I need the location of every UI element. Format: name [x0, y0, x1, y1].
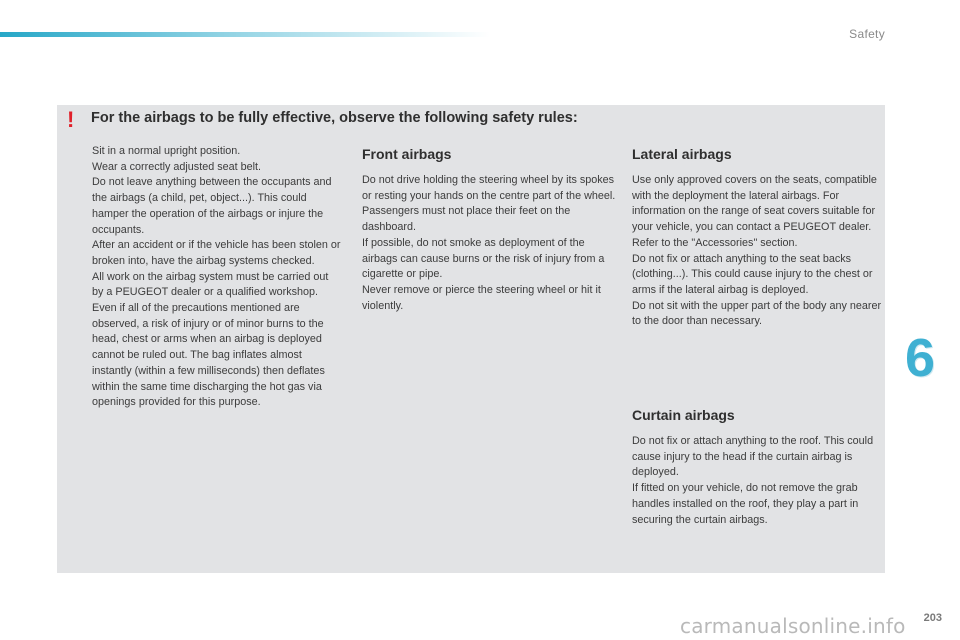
rule-line: Never remove or pierce the steering wheel or hit it violently. — [362, 283, 601, 312]
rule-line: Do not leave anything between the occupants and the airbags (a child, pet, object...). This could hamper the operation of the airbags or injure the occupants. — [92, 176, 332, 236]
header-accent-bar — [0, 32, 490, 37]
rule-line: If fitted on your vehicle, do not remove the grab handles installed on the roof, they play a part in securing the curtain airbags. — [632, 482, 859, 526]
rule-line: All work on the airbag system must be carried out by a PEUGEOT dealer or a qualified workshop. — [92, 270, 329, 299]
general-rules — [92, 144, 342, 411]
rule-line: Do not fix or attach anything to the seat backs (clothing...). This could cause injury to the chest or arms if the lateral airbag is deployed. — [632, 252, 873, 296]
rule-line: Even if all of the precautions mentioned are observed, a risk of injury or of minor burns to the head, chest or arms when an airbag is deployed cannot be ruled out. The bag inflates almost instantly (within a few milliseconds) then deflates within the same time discharging the hot gas via openings provided for this purpose. — [92, 302, 325, 409]
rule-line: Passengers must not place their feet on the dashboard. — [362, 205, 571, 234]
lateral-airbags-title: Lateral airbags — [632, 146, 732, 162]
front-airbags-title: Front airbags — [362, 146, 452, 162]
section-title: Safety — [849, 27, 885, 41]
front-airbags-section — [362, 145, 617, 314]
rule-line: Sit in a normal upright position. — [92, 145, 241, 157]
chapter-number: 6 — [905, 328, 936, 388]
rule-line: Do not sit with the upper part of the body any nearer to the door than necessary. — [632, 299, 882, 328]
page-number: 203 — [923, 612, 942, 624]
rule-line: Use only approved covers on the seats, compatible with the deployment the lateral airbags. For information on the range of seat covers suitable for your vehicle, you can contact a PEUGEOT dealer. — [632, 174, 877, 234]
curtain-airbags-title: Curtain airbags — [632, 407, 735, 423]
rule-line: Wear a correctly adjusted seat belt. — [92, 160, 262, 173]
watermark: carmanualsonline.info — [680, 614, 906, 638]
exclamation-icon: ! — [67, 107, 75, 132]
panel-heading: For the airbags to be fully effective, observe the following safety rules: — [91, 110, 578, 126]
rule-line: Do not drive holding the steering wheel by its spokes or resting your hands on the centre part of the wheel. — [362, 174, 616, 202]
rule-line: Do not fix or attach anything to the roof. This could cause injury to the head if the curtain airbag is deployed. — [632, 435, 874, 479]
curtain-airbags-section — [632, 406, 882, 528]
rule-line: If possible, do not smoke as deployment of the airbags can cause burns or the risk of injury from a cigarette or pipe. — [362, 236, 605, 281]
rule-line: After an accident or if the vehicle has been stolen or broken into, have the airbag systems checked. — [92, 239, 341, 267]
rule-line: Refer to the "Accessories" section. — [632, 236, 798, 249]
lateral-airbags-section — [632, 145, 882, 330]
